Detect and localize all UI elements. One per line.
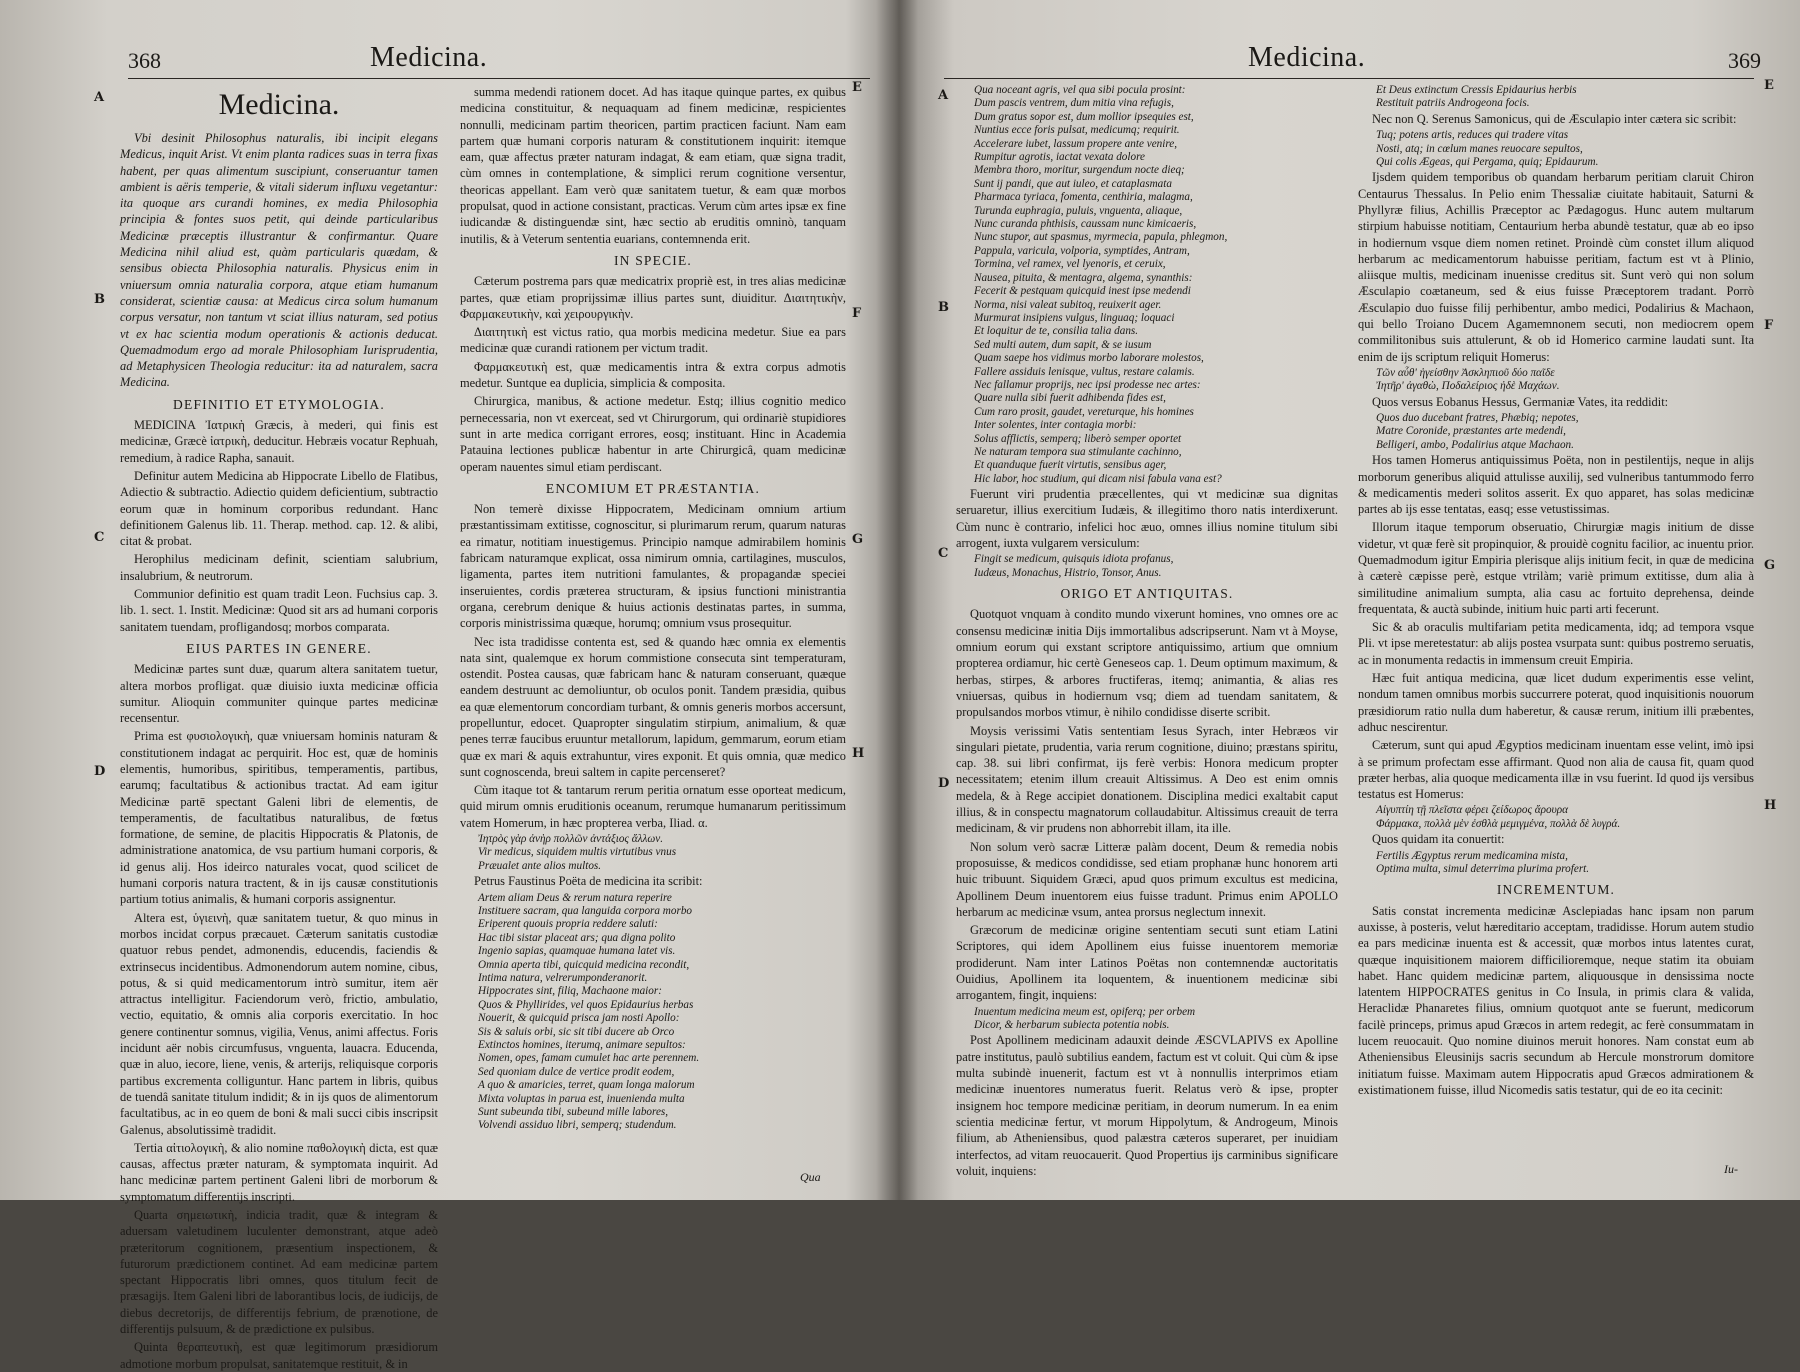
margin-letter-d: D xyxy=(938,776,950,791)
verse-block-faustinus xyxy=(460,892,846,1133)
verse-block-ovid xyxy=(956,1006,1338,1033)
right-page-number: 369 xyxy=(1728,48,1761,73)
verse-line: Ne naturam tempora sua stimulante cachinno, xyxy=(974,445,1182,458)
verse-line: Dicor, & herbarum subiecta potentia nobis. xyxy=(974,1019,1170,1032)
paragraph: Quarta σημειωτικὴ, indicia tradit, quæ & integram & aduersam valetudinem luculenter demonstrant, atque adeò præteritorum cognitionem, præsentium inspectionem, & futurorum prædictionem continet. Ad eam medicinæ partem spectant Hippocratis libri omnes, quos titulum fecit de præsagijs. Item Galeni libri de laborantibus locis, de iudicijs, de diebus decretorijs, de differentijs febrium, de prænotione, de differentijs pulsuum, & de prædictione ex pulsibus. xyxy=(120,1208,438,1337)
verse-line: Inuentum medicina meum est, opiferq; per orbem xyxy=(974,1005,1196,1018)
margin-letter-f: F xyxy=(1764,318,1774,333)
verse-line: A quo & amaricies, terret, quam longa malorum xyxy=(478,1079,695,1092)
paragraph: Φαρμακευτικὴ est, quæ medicamentis intra & extra corpus admotis medetur. Suntque ea duplicia, simplicia & composita. xyxy=(460,359,846,391)
verse-line: Sed quoniam dulce de vertice prodit eodem, xyxy=(478,1065,675,1078)
paragraph: Nec non Q. Serenus Samonicus, qui de Æsculapio inter cætera sic scribit: xyxy=(1372,111,1737,126)
verse-line: Norma, nisi valeat subitoq, reuixerit ager. xyxy=(974,298,1162,311)
verse-line: Sunt subeunda tibi, subeund mille labores, xyxy=(478,1106,669,1119)
paragraph: Quotquot vnquam à condito mundo vixerunt homines, vno omnes ore ac consensu medicinæ initia Dijs immortalibus adscripserunt. Nam vt à Moyse, omnium eorum qui exstant scriptore antiquissimo, artium que omnium propterea ordiamur, hic certè Geneseos cap. 1. Deum optimum maximum, & herbas, stirpes, & arbores fructiferas, itemq; animantia, & alias res vniuersas, quibus in hodiernum vsq; diem ad tuendam sanitatem, & propulsandos morbos vtimur, è nihilo condidisse diserte scribit. xyxy=(956,607,1338,720)
paragraph: Altera est, ὑγιεινὴ, quæ sanitatem tuetur, & quo minus in morbos incidat corpus præcauet. Cæterum sanitatis custodiæ quatuor rebus pendet, admonendis, educendis, faciendis & extrinsecus incidentibus. Admonendorum autem nomine, cibus, potus, & si quid medicamentorum intrò sumitur, item aër attractus intelligitur. Faciendorum verò, frictio, ambulatio, vectio, equitatio, & omnis alia corporis exercitatio. In hoc genere continentur somnus, vigilia, Venus, animi affectus. Foris incidunt aër nobis circumfusus, vnguenta, lauacra. Educenda, quæ in aluo, iecore, liene, venis, & arterijs, reliquisque corporis partibus excrementa colliguntur. Hanc partem in libris, quibus de tuendâ sanitate titulum indidit; & in ijs quos de alimentorum facultatibus, ac in eo quem de boni & mali succi cibis inscripsit Galenus, absolutissimè tradidit. xyxy=(120,910,438,1137)
verse-line: Αἰγυπτίη τῇ πλεῖστα φέρει ζείδωρος ἄρουρα xyxy=(1376,804,1568,817)
verse-line: Nunc stupor, aut spasmus, myrmecia, papula, phlegmon, xyxy=(974,231,1228,244)
paragraph: MEDICINA Ἰατρικὴ Græcis, à mederi, qui finis est medicinæ, Græcè ἰατρικὴ, deducitur. Hebræis vocatur Rephuah, remedium, à radice Rapha, sanauit. xyxy=(120,418,438,465)
paragraph: Hos tamen Homerus antiquissimus Poëta, non in pestilentijs, neque in alijs morborum generibus aliquid attulisse auxilij, sed vulneribus tantummodo ferro & medicamentis mederi solitos asserit. Ex quo apparet, has solas medicinæ partes ab ijs esse tentatas, easq; esse vetustissimas. xyxy=(1358,453,1754,517)
verse-line: Cum raro prosit, gaudet, vereturque, his homines xyxy=(974,405,1194,418)
verse-line: Nunc curanda phthisis, caussam nunc kimicaeris, xyxy=(974,218,1197,231)
verse-line: Ἰητῆρ' ἀγαθὼ, Ποδαλείριος ἠδὲ Μαχάων. xyxy=(1376,380,1560,393)
left-catchword: Qua xyxy=(800,1170,821,1184)
verse-line: Accelerare iubet, lassum propere ante venire, xyxy=(974,137,1178,150)
section-heading-incrementum: INCREMENTUM. xyxy=(1496,882,1616,898)
margin-letter-a: A xyxy=(938,88,949,103)
verse-block-greek-homer xyxy=(1358,367,1754,394)
verse-line: Iudæus, Monachus, Histrio, Tonsor, Anus. xyxy=(974,566,1162,579)
paragraph: Fuerunt viri prudentia præcellentes, qui vt medicinæ sua dignitas seruaretur, illius exercitium Iudæis, & illegitimo thoro natis interdixerunt. Cùm nunc è contrario, infelici hoc æuo, omnes illius nomine titulum sibi arrogent, iuxta vulgarem versiculum: xyxy=(956,487,1338,551)
left-head-rule xyxy=(128,78,870,79)
article-title: Medicina. xyxy=(218,88,340,121)
paragraph: Satis constat incrementa medicinæ Asclepiadas hanc ipsam non parum auxisse, à posteris, velut hæreditario acceptam, tradidisse. Horum autem studio ea pars medicinæ inuenta est & accessit, quæ morbos intus latentes curat, quæque inquisitionem maiorem difficilioremque, neque statim ita obuiam habet. Hanc quidem medicinæ partem, aliquousque in densissima nocte latentem HIPPOCRATES genitus in Co Insula, in primis clara & valida, Heraclidæ Phanaretes filius, omnium quotquot ante se fuerunt, medicorum facilè princeps, primus apud Græcos in artem redegit, ac ferè consummatam in lucem reuocauit. Quo nomine diuinos meruit honores. Nam constat eum ab Atheniensibus Eleusinijs sacris secundum ab Hercule monstrorum domitore initiatum fuisse. Maximam autem Hippocratis apud Græcos admirationem & existimationem fuisse, illud Nicomedis satis testatur, qui de eo ita cecinit: xyxy=(1358,903,1754,1097)
right-catchword: Iu- xyxy=(1724,1162,1738,1176)
paragraph: Cæterum postrema pars quæ medicatrix propriè est, in tres alias medicinæ partes, quæ etiam proprijssimæ illius partes sunt, diuiditur. Διαιτητικὴν, Φαρμακευτικὴν, καὶ χειρουργικὴν. xyxy=(460,274,846,321)
verse-line: Et quanduque fuerit virtutis, sensibus ager, xyxy=(974,459,1167,472)
paragraph: Quos versus Eobanus Hessus, Germaniæ Vates, ita reddidit: xyxy=(1372,394,1669,409)
verse-line: Sunt ij pandi, que aut iuleo, et cataplasmata xyxy=(974,177,1172,190)
paragraph: Post Apollinem medicinam adauxit deinde ÆSCVLAPIVS ex Apolline patre institutus, paulò subtilius eandem, factum est vt coluit. Qui cùm & ipse multa subindè inuenerit, factum est vt à nonnullis interprimos etiam medicinæ inuentores numeratus fuerit. Relatus verò & ipse, propter insignem hoc tempore medicinæ peritiam, in deorum numerum. In ea enim scientia medicinæ fertur, vt morum Hippolytum, & Androgeum, Minois filium, ab Atheniensibus, quod palæstra cæteros superaret, per inuidiam interfectos, ad vitam reuocauerit. Quod Propertius ijs carminibus significare voluit, inquiens: xyxy=(956,1033,1338,1178)
margin-letter-h: H xyxy=(1764,798,1777,813)
margin-letter-c: C xyxy=(938,546,949,561)
verse-line: Sis & saluis orbi, sic sit tibi ducere ab Orco xyxy=(478,1025,675,1038)
verse-line: Hippocrates sint, filiq, Machaone maior: xyxy=(478,985,662,998)
paragraph: Cùm itaque tot & tantarum rerum peritia ornatum esse oporteat medicum, quid mirum omnis eruditionis oceanum, rerumque humanarum peritissimum vatem Homerum, in hæc propterea verba, Iliad. α. xyxy=(460,783,846,830)
margin-letter-c: C xyxy=(94,530,105,545)
left-running-title: Medicina. xyxy=(370,42,488,73)
verse-line: Præualet ante alios multos. xyxy=(478,859,602,872)
verse-line: Pharmaca tyriaca, fomenta, centhiria, malagma, xyxy=(974,191,1193,204)
verse-line: Intima natura, velrerumponderanorit. xyxy=(478,972,648,985)
verse-line: Hac tibi sistar placeat ars; qua digna polito xyxy=(478,931,676,944)
verse-line: Fallere assiduis lenisque, vultus, restare calamis. xyxy=(974,365,1195,378)
verse-line: Belligeri, ambo, Podalirius atque Machaon. xyxy=(1376,438,1574,451)
paragraph: Hæc fuit antiqua medicina, quæ licet dudum experimentis esse velint, nondum tamen omnibus morbis succurrere poterat, quod inquisitionis nouorum præsidiorum ratio nulla dum haberetur, & causæ rerum, initium illi præbentes, adhuc nescirentur. xyxy=(1358,671,1754,734)
verse-line: Fingit se medicum, quisquis idiota profanus, xyxy=(974,553,1174,566)
section-heading-partes: EIUS PARTES IN GENERE. xyxy=(186,640,372,656)
verse-block-greek-egypt xyxy=(1358,804,1754,831)
verse-block-egypt-latin xyxy=(1358,850,1754,877)
verse-line: Qui colis Ægeas, qui Pergama, quiq; Epidaurum. xyxy=(1376,155,1599,168)
verse-line: Fecerit & pestquam quicquid inest ipse medendi xyxy=(974,285,1191,298)
verse-line: Quare nulla sibi fuerit adhibenda fides est, xyxy=(974,392,1166,405)
verse-line: Nuntius ecce foris pulsat, medicumq; requirit. xyxy=(974,124,1180,137)
verse-line: Quam saepe hos vidimus morbo laborare molestos, xyxy=(974,352,1204,365)
paragraph: Ijsdem quidem temporibus ob quandam herbarum peritiam claruit Chiron Centaurus Thessalus. In Pelio enim Thessaliæ ciuitate habitauit, Saturni & Phyllyræ filius, Achillis Præceptor ac Pædagogus. Hunc autem multarum stirpium habuisse notitiam, Centaurium herba abundè testatur, quæ ab eo ipso in hodiernum vsque diem nomen retinet. Proindè cùm constet illum aliquod herbarum ac medicamentorum habuisse peritiam, factum est vt à Plinio, aliisque multis, medicinam inuenisse creditus sit. Sunt verò qui non solum Æsculapio coætaneum, sed & eius fuisse Præceptorem tradant. Porrò Æsculapio duo fuisse filij perhibentur, ambo medici, Podalirius & Machaon, qui bello Troiano Ducem Agamemnonem secuti, non mediocrem opem commilitonibus suis attulerunt, & ob id Homerico carmine laudati sunt. Ita enim de ijs scriptum reliquit Homerus: xyxy=(1358,170,1754,364)
verse-line: Turunda euphragia, puluis, vnguenta, aliaque, xyxy=(974,204,1183,217)
paragraph: Quinta θεραπευτικὴ, est quæ legitimorum præsidiorum admotione morbum propulsat, sanitatemque restituit, & in xyxy=(120,1340,438,1371)
paragraph: Nec ista tradidisse contenta est, sed & quando hæc omnia ex elementis nata sint, qualemque ex horum commistione consecuta sint temperaturam, ostendit. Postea causas, quæ fabricam hanc & naturam conseruant, quæque eandem destruunt ac demoliuntur, ob oculos ponit. Tandem præsidia, quibus ea quæ elementorum concordiam turbant, & omnis generis morbos accersunt, propelluntur, edocet. Quapropter singulatim stirpium, animalium, & quæ penes terræ faucibus eruuntur metallorum, lapidum, gemmarum, eorum etiam quæ ex mari & aquis extrahuntur, vires exponit. Et quis omnia, quæ medico sunt cognoscenda, breui saltem in capite percenseret? xyxy=(460,634,846,779)
right-running-title: Medicina. xyxy=(1248,42,1366,73)
paragraph: Chirurgica, manibus, & actione medetur. Estq; illius cognitio medico pernecessaria, non vt exerceat, sed vt Chirurgorum, qui ordinariè stupidiores sunt in arte medica corrigant errores, eosq; instituant. Hinc in Academia Patauina lectiones publicæ habentur in arte Chirurgicâ, quam medicinæ operam nauentes simul etiam perdiscant. xyxy=(460,394,846,474)
verse-line: Vir medicus, siquidem multis virtutibus vnus xyxy=(478,846,677,859)
paragraph: Herophilus medicinam definit, scientiam salubrium, insalubrium, & neutrorum. xyxy=(120,552,438,583)
verse-line: Φάρμακα, πολλὰ μὲν ἐσθλὰ μεμιγμένα, πολλὰ δὲ λυγρά. xyxy=(1376,817,1621,830)
verse-block-hessus xyxy=(1358,412,1754,452)
margin-letter-b: B xyxy=(94,292,105,307)
verse-line: Ingenio sapias, quamquae humana latet vis. xyxy=(478,945,676,958)
verse-line: Qua noceant agris, vel qua sibi pocula prosint: xyxy=(974,84,1186,96)
paragraph: Græcorum de medicinæ origine sententiam secuti sunt etiam Latini Scriptores, qui idem Apollinem eius fuisse inuentorem memoriæ prodiderunt. Nam inter Latinos Poëtas non contemnendæ auctoritatis Ouidius, Apollinem ita loquentem, & inuentionem medicinæ sibi arrogantem, fingit, inquiens: xyxy=(956,923,1338,1003)
paragraph: Moysis verissimi Vatis sententiam Iesus Syrach, inter Hebræos vir singulari pietate, prudentia, varia rerum cognitione, diuino; præstans spiritu, cap. 38. sui libri confirmat, ijs ferè verbis: Honora medicum propter necessitatem; etenim illum creauit Altissimus. A Deo est enim omnis medela, & à Rege accipiet donationem. Disciplina medici exaltabit caput illius, & in conspectu magnatorum collaudabitur. Altissimus creauit de terra medicinam, & vir prudens non abhorrebit illam, ita ille. xyxy=(956,723,1338,836)
section-heading-definitio: DEFINITIO ET ETYMOLOGIA. xyxy=(173,396,385,412)
verse-line: Pappula, varicula, volporia, symptides, Antram, xyxy=(974,244,1190,257)
margin-letter-g: G xyxy=(852,532,864,547)
paragraph: Tertia αἰτιολογικὴ, & alio nomine παθολογικὴ dicta, est quæ causas, affectus præter naturam, & symptomata inquirit. Ad hanc medicinæ partem pertinent Galeni libri de morborum & symptomatum differentijs inscripti. xyxy=(120,1140,438,1204)
verse-block-homer xyxy=(460,833,846,873)
paragraph: Illorum itaque temporum obseruatio, Chirurgiæ magis initium de disse videtur, vt quæ ferè sit propinquior, & prouidè cognitu facilior, ac inuentu prior. Quemadmodum igitur Empiria plerisque alijs initium fecit, in quæ de medicina à cæterè cæpisse perè, estque vtrilàm; variè primum extitisse, dum alia à similitudine animalium sumpta, alia casu ac fortuito deprehensa, deinde frequentata, & auctà subinde, initium huic parti arti fecerunt. xyxy=(1358,520,1754,616)
paragraph: summa medendi rationem docet. Ad has itaque quinque partes, ex quibus medicina constituitur, & nequaquam ad finem medicinæ, respicientes nonnulli, medicinam partim theoricen, partim practicen faciunt. Nam eam partem quæ humani corporis naturam & constitutionem inquirit: itemque eam, quæ affectus præter naturam indagat, & eam etiam, quæ signa tradit, cùm omnes in contemplatione, & simplici rerum cognitione versentur, theoricas appellant. Eam verò quæ sanitatem tuetur, & eam quæ morbos propulsat, quod in actione consistant, practicas. Verum cùm artes ipsæ ex fine iudicandæ & distinguendæ sint, hæc sectio ab eruditis omninò, tanquam inutilis, & à Veterum sententia euarians, contemnenda erit. xyxy=(460,85,846,246)
margin-letter-h: H xyxy=(852,746,865,761)
verse-line: Nosti, atq; in cœlum manes reuocare sepultos, xyxy=(1376,142,1583,155)
verse-line: Eriperent quouis propria reddere saluti: xyxy=(478,918,658,931)
section-heading-in-specie: IN SPECIE. xyxy=(613,252,692,268)
paragraph: Non temerè dixisse Hippocratem, Medicinam omnium artium præstantissimam extitisse, cognoscitur, si plurimarum rerum, quarum naturas ea rimatur, notitiam inuestigemus. Principio namque admirabilem hominis fabricam naturamque explicat, ossa nimirum omnia, cartilagines, musculos, ligamenta, partes item nutritioni famulantes, & propagandæ speciei inseruientes, cordis præterea structuram, & ipsius functioni ministrantia organa, cerebrum denique & huius actionis destinatas partes, in summa, corporis ministrissima quæque, horumq; omnium vsus prosequitur. xyxy=(460,502,846,631)
right-head-rule xyxy=(944,78,1754,79)
verse-line: Et Deus extinctum Cressis Epidaurius herbis xyxy=(1376,84,1577,96)
margin-letter-e: E xyxy=(852,80,862,95)
verse-line: Dum pascis ventrem, dum mitia vina refugis, xyxy=(974,97,1174,110)
right-page xyxy=(918,0,1800,1200)
verse-line: Quos duo ducebant fratres, Phæbiq; nepotes, xyxy=(1376,412,1579,424)
verse-line: Artem aliam Deus & rerum natura reperire xyxy=(478,891,672,904)
verse-line: Fertilis Ægyptus rerum medicamina mista, xyxy=(1376,849,1568,862)
verse-line: Et loquitur de te, consilia talia dans. xyxy=(974,325,1139,338)
paragraph: Sic & ab oraculis multifariam petita medicamenta, idq; ad tempora vsque Pli. vt ipse meretestatur: ab alijs postea vsurpata sunt: quibus postremo seruatis, ac in monumenta redactis in immensum creuit Empiria. xyxy=(1358,620,1754,667)
margin-letter-d: D xyxy=(94,764,106,779)
verse-line: Volvendi assiduo libri, semperq; studendum. xyxy=(478,1119,677,1132)
left-page xyxy=(0,0,880,1371)
verse-line: Extinctos homines, iterumq, animare sepultos: xyxy=(478,1039,686,1052)
book-gutter xyxy=(876,0,918,1200)
verse-line: Murmurat insipiens vulgus, linguaq; loquaci xyxy=(974,311,1175,324)
verse-line: Rumpitur agrotis, iactat vexata dolore xyxy=(974,151,1146,164)
verse-line: Omnia aperta tibi, quicquid medicina recondit, xyxy=(478,958,690,971)
verse-line: Nouerit, & quicquid prisca jam nosti Apollo: xyxy=(478,1012,680,1025)
verse-line: Nomen, opes, famam cumulet hac arte perennem. xyxy=(478,1052,700,1065)
paragraph: Communior definitio est quam tradit Leon. Fuchsius cap. 3. lib. 1. sect. 1. Instit. Medicinæ: Quod sit ars ad humani corporis sanitatem tuendam, profligandosq; morbos comparata. xyxy=(120,587,438,634)
verse-line: Optima multa, simul deterrima plurima profert. xyxy=(1376,862,1590,875)
section-heading-encomium: ENCOMIUM ET PRÆSTANTIA. xyxy=(545,480,761,496)
verse-line: Tormina, vel ramex, vel lyenoris, et ceruix, xyxy=(974,258,1166,271)
verse-line: Solus afflictis, semperq; liberò semper oportet xyxy=(974,432,1182,445)
right-column-1 xyxy=(956,84,1338,1178)
paragraph: Definitur autem Medicina ab Hippocrate Libello de Flatibus, Adiectio & subtractio. Adiectio quidem deficientium, subtractio eorum quæ in hominum corporibus redundant. Hanc definitionem Galenus lib. 11. Therap. method. cap. 12. & alibi, citat & probat. xyxy=(120,468,438,549)
verse-block-faustinus-cont xyxy=(956,84,1338,486)
verse-line: Matre Coronide, præstantes arte medendi, xyxy=(1376,425,1566,438)
verse-line: Nec fallamur proprijs, nec ipsi prodesse nec artes: xyxy=(974,378,1201,391)
verse-block-couplet xyxy=(956,553,1338,580)
verse-line: Hic labor, hoc studium, qui dicam nisi fabula vana est? xyxy=(974,472,1222,485)
verse-line: Dum gratus sopor est, dum mollior ipsequies est, xyxy=(974,110,1194,123)
left-column-2 xyxy=(460,84,846,1174)
left-column-1 xyxy=(120,84,438,1371)
verse-line: Τῶν αὖθ' ἡγείσθην Ἀσκληπιοῦ δύο παῖδε xyxy=(1376,366,1555,379)
verse-line: Sed multi autem, dum sapit, & se iusum xyxy=(974,338,1152,351)
paragraph: Prima est φυσιολογικὴ, quæ vniuersam hominis naturam & constitutionem indagat ac perquirit. Hoc est, quæ de hominis elementis, humoribus, spiritibus, temperamentis, partibus, earumq; facultatibus & actionibus tractat. Ad eam igitur Medicinæ partē spectant Galeni libri de elementis, de temperamentis, de facultatibus naturalibus, de fœtus formatione, de semine, de placitis Hippocratis & Platonis, de administratione anatomica, de vsu partium humani corporis, & id genus alij. Hos ideirco naturales vocat, quod scilicet de humani corporis natura tractent, & in ijs causæ constitutionis partium totius animalis, & humani corporis assignentur. xyxy=(120,729,438,907)
section-heading-origo: ORIGO ET ANTIQUITAS. xyxy=(1060,586,1234,602)
paragraph: Διαιτητικὴ est victus ratio, qua morbis medicina medetur. Siue ea pars medicinæ quæ curandi rationem per victum tradit. xyxy=(460,325,846,356)
margin-letter-a: A xyxy=(94,90,105,105)
verse-line: Tuq; potens artis, reduces qui tradere vitas xyxy=(1376,129,1569,142)
margin-letter-g: G xyxy=(1764,558,1776,573)
verse-line: Restituit patriis Androgeona focis. xyxy=(1376,97,1530,110)
margin-letter-f: F xyxy=(852,306,862,321)
margin-letter-e: E xyxy=(1764,78,1774,93)
right-column-2 xyxy=(1358,84,1754,1162)
verse-line: Instituere sacram, qua languida corpora morbo xyxy=(478,904,693,917)
paragraph: Medicinæ partes sunt duæ, quarum altera sanitatem tuetur, altera morbos profligat. quæ diuisio iuxta medicinæ officia sumitur. Alioquin communiter quinque partes medicinæ recensentur. xyxy=(120,662,438,726)
paragraph: Cæterum, sunt qui apud Ægyptios medicinam inuentam esse velint, imò ipsi à se primum profectam esse affirmant. Quod non alia de causa fit, quam quod præter herbas, alia quoque medicamenta illæ in vsu fuerint. Id quod ijs versibus testatus est Homerus: xyxy=(1358,738,1754,802)
paragraph: Quos quidam ita conuertit: xyxy=(1372,832,1505,847)
verse-block-propertius xyxy=(1358,84,1754,111)
intro-paragraph: Vbi desinit Philosophus naturalis, ibi incipit elegans Medicus, inquit Arist. Vt enim planta radices suas in terra fixas habent, per quas alimentum suscipiunt, conseruantur tamen ambient is aëris temperie, & vitali siderum influxu vegetantur: ita quoque ars curandi homines, ex media Philosophia principia & fontes suos petit, qui deinde particularibus Medicinæ præceptis illustrantur & confirmantur. Quare Medicina nihil aliud est, quàm particularis quædam, & sensibus obiecta Philosophia naturalis. Physicus enim in vniuersum omnia naturalia corpora, atque etiam humanum considerat, scientiæ causa: at Medicus circa solum humanum corpus versatur, non tantum vt sciat illius naturam, sed potius vt ex hac scientia modum operationis & actionis deducat. Quemadmodum ergo ad morale Philosophiam Iurisprudentia, ad Metaphysicen Theologia reducitur: ita ad naturalem, sacra Medicina. xyxy=(120,131,438,390)
verse-line: Inter solentes, inter contagia morbi: xyxy=(974,419,1137,432)
paragraph: Petrus Faustinus Poëta de medicina ita scribit: xyxy=(474,874,703,889)
margin-letter-b: B xyxy=(938,300,949,315)
left-page-number: 368 xyxy=(128,48,161,73)
verse-line: Membra thoro, moritur, surgendum nocte dieq; xyxy=(974,164,1185,177)
verse-line: Ἰητρὸς γὰρ ἀνὴρ πολλῶν ἀντάξιος ἄλλων. xyxy=(478,833,663,846)
verse-line: Quos & Phyllirides, vel quos Epidaurius herbas xyxy=(478,998,694,1011)
paragraph: Non solum verò sacræ Litteræ palàm docent, Deum & remedia nobis proposuisse, & medicos condidisse, sed etiam prophanæ hunc honorem arti huic tribuunt. Siquidem Græci, apud quos primum excultus est medicina, Apollinem Deum inuentorem eius fuisse tradunt. Primus enim APOLLO herbarum ac medicinæ vsum, antea prorsus neglectum innexit. xyxy=(956,839,1338,919)
verse-block-serenus xyxy=(1358,129,1754,169)
verse-line: Nausea, pituita, & mentagra, algema, synanthis: xyxy=(974,271,1193,284)
verse-line: Mixta voluptas in parua est, inuenienda multa xyxy=(478,1092,685,1105)
